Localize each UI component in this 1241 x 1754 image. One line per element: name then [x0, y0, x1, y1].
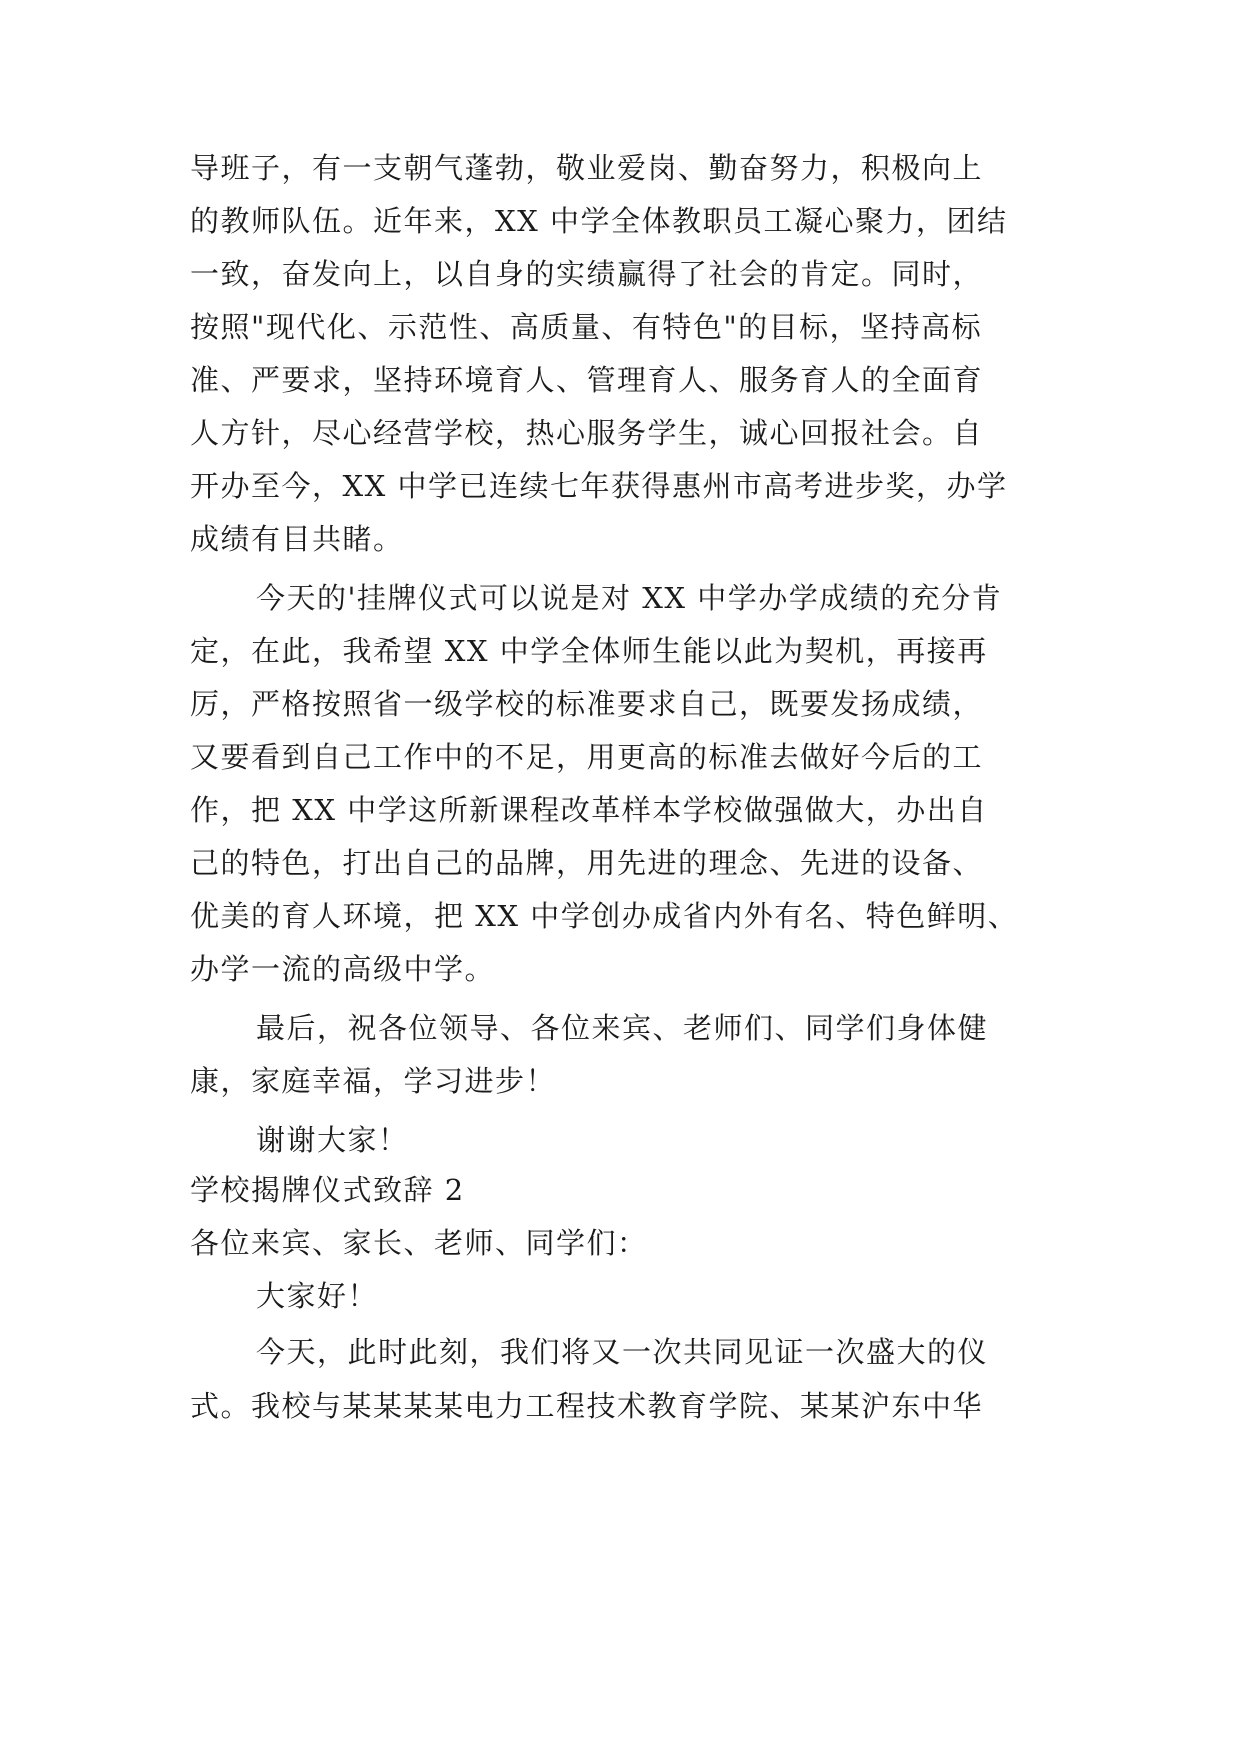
text-line: 优美的育人环境，把 XX 中学创办成省内外有名、特色鲜明、	[190, 899, 1019, 933]
closing-line: 谢谢大家！	[256, 1123, 409, 1157]
text-line: 人方针，尽心经营学校，热心服务学生，诚心回报社会。自	[190, 416, 984, 450]
text-line: 成绩有目共睹。	[190, 522, 404, 556]
text-line: 厉，严格按照省一级学校的标准要求自己，既要发扬成绩，	[190, 687, 984, 721]
text-line: 的教师队伍。近年来，XX 中学全体教职员工凝心聚力，团结	[190, 204, 1008, 238]
section-heading: 学校揭牌仪式致辞 2	[190, 1173, 465, 1207]
paragraph-first-line: 今天的'挂牌仪式可以说是对 XX 中学办学成绩的充分肯	[256, 581, 1003, 615]
text-line: 导班子，有一支朝气蓬勃，敬业爱岗、勤奋努力，积极向上	[190, 151, 984, 185]
text-line: 又要看到自己工作中的不足，用更高的标准去做好今后的工	[190, 740, 984, 774]
text-line: 康，家庭幸福，学习进步！	[190, 1064, 557, 1098]
salutation: 各位来宾、家长、老师、同学们：	[190, 1226, 648, 1260]
paragraph-first-line: 最后，祝各位领导、各位来宾、老师们、同学们身体健	[256, 1011, 989, 1045]
text-line: 己的特色，打出自己的品牌，用先进的理念、先进的设备、	[190, 846, 984, 880]
greeting: 大家好！	[256, 1279, 379, 1313]
text-line: 准、严要求，坚持环境育人、管理育人、服务育人的全面育	[190, 363, 984, 397]
text-line: 按照"现代化、示范性、高质量、有特色"的目标，坚持高标	[190, 310, 983, 344]
text-line: 作，把 XX 中学这所新课程改革样本学校做强做大，办出自	[190, 793, 988, 827]
text-line: 一致，奋发向上，以自身的实绩赢得了社会的肯定。同时，	[190, 257, 984, 291]
text-line: 开办至今，XX 中学已连续七年获得惠州市高考进步奖，办学	[190, 469, 1008, 503]
paragraph-first-line: 今天，此时此刻，我们将又一次共同见证一次盛大的仪	[256, 1335, 989, 1369]
text-line: 办学一流的高级中学。	[190, 952, 496, 986]
text-line: 式。我校与某某某某电力工程技术教育学院、某某沪东中华	[190, 1389, 984, 1423]
text-line: 定，在此，我希望 XX 中学全体师生能以此为契机，再接再	[190, 634, 988, 668]
